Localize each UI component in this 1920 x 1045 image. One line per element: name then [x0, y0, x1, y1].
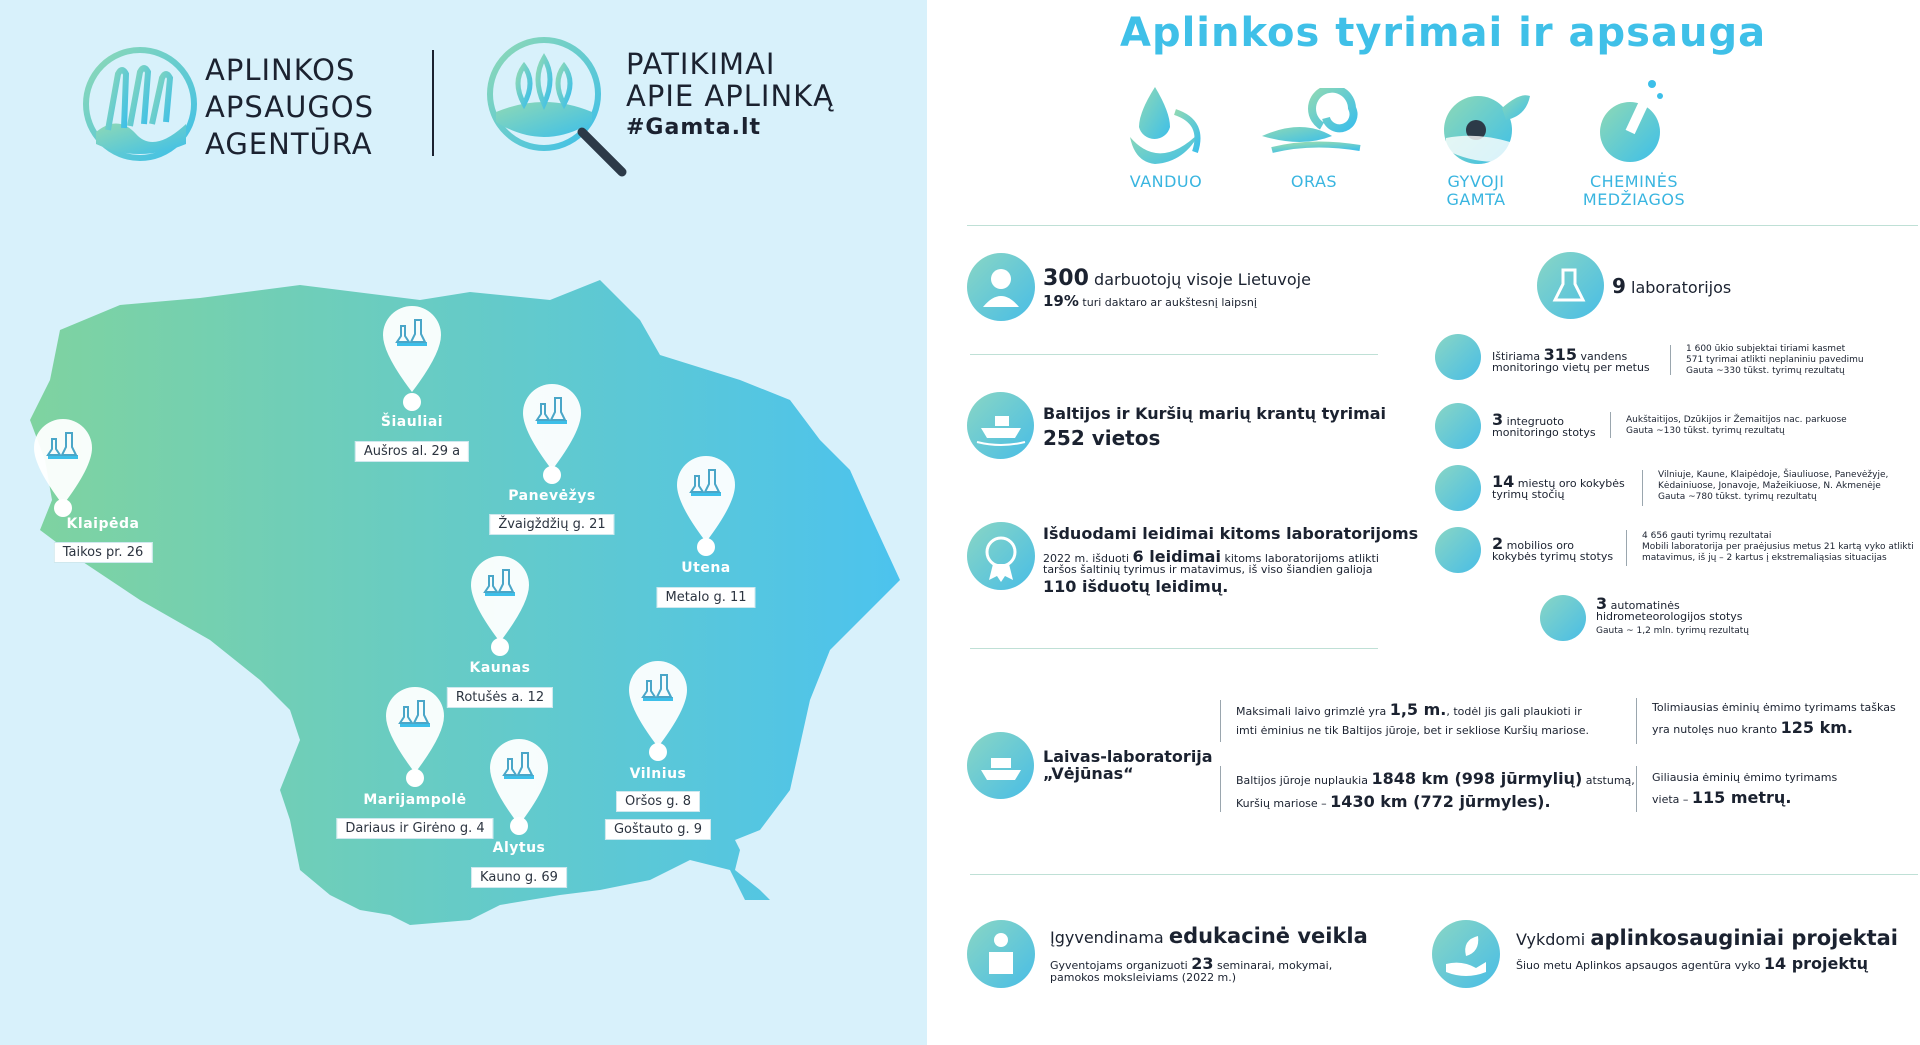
ship-title-line: „Vėjūnas“	[1043, 764, 1134, 783]
map-location-dot[interactable]	[491, 638, 509, 656]
staff-percent: 19%	[1043, 292, 1079, 310]
mobile-line2: kokybės tyrimų stotys	[1492, 550, 1614, 563]
divider	[1610, 412, 1611, 438]
agency-name-line: APLINKOS	[205, 53, 356, 87]
staff-text: darbuotojų visoje Lietuvoje	[1094, 270, 1311, 289]
projects-line	[1516, 954, 1868, 973]
air-detail: Gauta ~780 tūkst. tyrimų rezultatų	[1658, 492, 1817, 502]
category-label: ORAS	[1290, 172, 1338, 191]
mobile-text: mobilios oro	[1503, 539, 1574, 552]
projects-text: Šiuo metu Aplinkos apsaugos agentūra vyko	[1516, 959, 1764, 972]
staff-line	[1043, 266, 1311, 291]
chemistry-flask-icon	[1600, 76, 1672, 168]
map-pin-icon[interactable]	[673, 452, 739, 544]
city-address: Kauno g. 69	[471, 867, 567, 888]
projects-count: 14 projektų	[1763, 954, 1869, 973]
ship-text: Baltijos jūroje nuplaukia	[1236, 774, 1372, 787]
city-name: Utena	[681, 560, 731, 576]
ship-text: atstumą,	[1582, 774, 1635, 787]
divider	[970, 648, 1378, 649]
air-text: miestų oro kokybės	[1514, 477, 1625, 490]
water-drop-icon	[1125, 82, 1205, 167]
ship-text: Maksimali laivo grimzlė yra	[1236, 705, 1390, 718]
nature-sun-icon	[1440, 90, 1532, 166]
city-name: Marijampolė	[363, 792, 467, 808]
map-location-dot[interactable]	[54, 499, 72, 517]
permits-total: 110 išduotų leidimų.	[1043, 577, 1229, 596]
wind-swirl-icon	[1262, 88, 1367, 160]
water-detail: Gauta ~330 tūkst. tyrimų rezultatų	[1686, 366, 1845, 376]
ship-draft: 1,5 m.	[1389, 700, 1447, 719]
water-detail: 1 600 ūkio subjektai tiriami kasmet	[1686, 344, 1846, 354]
hashtag-link[interactable]: #Gamta.lt	[626, 115, 762, 140]
permits-title: Išduodami leidimai kitoms laboratorijoms	[1043, 524, 1419, 543]
divider	[970, 354, 1378, 355]
map-pin-icon[interactable]	[379, 302, 445, 394]
city-address: Aušros al. 29 a	[355, 441, 469, 462]
city-address: Metalo g. 11	[656, 587, 755, 608]
map-pin-icon[interactable]	[30, 415, 96, 507]
permits-text: 2022 m. išduoti	[1043, 552, 1133, 565]
city-address: Žvaigždžių g. 21	[489, 514, 614, 535]
mobile-details	[1642, 531, 1914, 564]
integrated-details	[1626, 415, 1847, 437]
mobile-detail: matavimus, iš jų – 2 kartus į ekstremaliąsias situacijas	[1642, 553, 1887, 563]
ship-fact-deepest	[1652, 768, 1837, 810]
category-label: VANDUO	[1129, 172, 1203, 191]
ship-text: Giliausia ėminių ėmimo tyrimams	[1652, 771, 1838, 784]
agency-name-line: AGENTŪRA	[205, 127, 373, 161]
auto-count: 3	[1596, 594, 1608, 613]
ship-text: Kuršių mariose –	[1236, 797, 1331, 810]
map-panel	[0, 0, 927, 1045]
integrated-text: integruoto	[1503, 415, 1564, 428]
edu-title	[1050, 924, 1368, 948]
ship-text: , todėl jis gali plaukioti ir	[1446, 705, 1582, 718]
ship-distance-sea: 1848 km (998 jūrmylių)	[1371, 769, 1583, 788]
hand-leaf-icon	[1432, 920, 1500, 988]
ship-distance-lagoon: 1430 km (772 jūrmyles).	[1330, 792, 1551, 811]
divider	[1670, 345, 1671, 375]
staff-count: 300	[1043, 266, 1089, 291]
ship-farthest: 125 km.	[1780, 718, 1853, 737]
city-name: Šiauliai	[380, 414, 444, 430]
divider	[1636, 766, 1637, 812]
integrated-count: 3	[1492, 410, 1504, 429]
certificate-icon	[967, 522, 1035, 590]
edu-line2: pamokos moksleiviams (2022 m.)	[1050, 971, 1237, 984]
person-icon	[967, 253, 1035, 321]
map-pin-icon[interactable]	[486, 735, 552, 827]
divider	[1220, 766, 1221, 812]
permits-text: kitoms laboratorijoms atlikti	[1220, 552, 1379, 565]
air-detail: Vilniuje, Kaune, Klaipėdoje, Šiauliuose, Panevėžyje,	[1658, 470, 1889, 480]
city-name: Alytus	[492, 840, 546, 856]
map-location-dot[interactable]	[510, 817, 528, 835]
coast-value: 252 vietos	[1043, 426, 1161, 450]
edu-text: seminarai, mokymai,	[1213, 959, 1333, 972]
ship-title	[1043, 748, 1213, 782]
category-label: GYVOJI GAMTA	[1446, 172, 1506, 209]
water-details	[1686, 344, 1864, 377]
projects-text: Vykdomi	[1516, 930, 1591, 949]
ship-text: Tolimiausias ėminių ėmimo tyrimams taškas	[1652, 701, 1896, 714]
map-location-dot[interactable]	[697, 538, 715, 556]
slogan-line: PATIKIMAI	[626, 47, 776, 81]
edu-text: Įgyvendinama	[1050, 928, 1169, 947]
edu-text: Gyventojams organizuoti	[1050, 959, 1192, 972]
magnifier-icon	[1435, 403, 1481, 449]
map-pin-icon[interactable]	[467, 552, 533, 644]
slogan-line: APIE APLINKĄ	[626, 79, 835, 113]
ship-fact-farthest	[1652, 698, 1896, 740]
auto-detail: Gauta ~ 1,2 mln. tyrimų rezultatų	[1596, 626, 1749, 636]
city-address: Goštauto g. 9	[605, 819, 711, 840]
water-detail: 571 tyrimai atlikti neplaniniu pavedimu	[1686, 355, 1864, 365]
water-icon	[1435, 334, 1481, 380]
mobile-count: 2	[1492, 534, 1504, 553]
water-line2: monitoringo vietų per metus	[1492, 361, 1650, 374]
integrated-detail: Aukštaitijos, Dzūkijos ir Žemaitijos nac. parkuose	[1626, 415, 1847, 425]
map-location-dot[interactable]	[406, 769, 424, 787]
air-icon	[1435, 465, 1481, 511]
labs-text: laboratorijos	[1631, 278, 1732, 297]
mobile-detail: Mobili laboratorija per praėjusius metus 21 kartą vyko atlikti	[1642, 542, 1914, 552]
ship-lab-icon	[967, 732, 1034, 799]
water-count: 315	[1543, 345, 1578, 364]
agency-name-line: APSAUGOS	[205, 90, 375, 124]
permits-line2: taršos šaltinių tyrimus ir matavimus, iš viso šiandien galioja	[1043, 563, 1373, 576]
air-detail: Kėdainiuose, Jonavoje, Mažeikiuose, N. Akmenėje	[1658, 481, 1881, 491]
divider	[970, 874, 1918, 875]
city-address: Dariaus ir Girėno g. 4	[336, 818, 493, 839]
city-address: Taikos pr. 26	[54, 542, 153, 563]
divider	[1636, 698, 1637, 744]
ship-fact-draft	[1236, 700, 1589, 740]
truck-icon	[1435, 527, 1481, 573]
map-pin-icon[interactable]	[625, 657, 691, 749]
edu-count: 23	[1191, 954, 1214, 973]
auto-text: automatinės	[1607, 599, 1680, 612]
city-name: Klaipėda	[66, 516, 140, 532]
coast-title: Baltijos ir Kuršių marių krantų tyrimai	[1043, 404, 1387, 423]
staff-degree-line	[1043, 292, 1257, 310]
map-location-dot[interactable]	[649, 743, 667, 761]
edu-highlight: edukacinė veikla	[1168, 924, 1368, 948]
divider	[1642, 470, 1643, 506]
info-panel	[927, 0, 1920, 1045]
air-count: 14	[1492, 472, 1515, 491]
water-text: Ištiriama	[1492, 350, 1544, 363]
map-pin-icon[interactable]	[382, 683, 448, 775]
category-label: CHEMINĖS MEDŽIAGOS	[1582, 172, 1686, 209]
divider	[1220, 700, 1221, 742]
water-text: vandens	[1577, 350, 1628, 363]
mobile-detail: 4 656 gauti tyrimų rezultatai	[1642, 531, 1772, 541]
city-name: Kaunas	[469, 660, 531, 676]
ship-icon	[967, 392, 1034, 459]
projects-title	[1516, 926, 1898, 950]
divider	[967, 225, 1918, 226]
lab-flask-icon	[1537, 252, 1604, 319]
ship-fact-distance	[1236, 768, 1635, 814]
air-line2: tyrimų stočių	[1492, 488, 1565, 501]
ship-text: imti ėminius ne tik Baltijos jūroje, bet ir sekliose Kuršių mariose.	[1236, 724, 1589, 737]
air-details	[1658, 470, 1888, 503]
map-pin-icon[interactable]	[519, 380, 585, 472]
page-title: Aplinkos tyrimai ir apsauga	[1120, 10, 1767, 56]
ship-deepest: 115 metrų.	[1691, 788, 1792, 807]
city-name: Vilnius	[629, 766, 687, 782]
projects-highlight: aplinkosauginiai projektai	[1590, 926, 1899, 950]
labs-count: 9	[1612, 274, 1626, 298]
map-location-dot[interactable]	[403, 393, 421, 411]
map-location-dot[interactable]	[543, 466, 561, 484]
ship-title-line: Laivas-laboratorija	[1043, 747, 1213, 766]
labs-line	[1612, 274, 1731, 298]
staff-percent-text: turi daktaro ar aukštesnį laipsnį	[1082, 296, 1257, 309]
city-address: Rotušės a. 12	[447, 687, 553, 708]
integrated-line2: monitoringo stotys	[1492, 426, 1596, 439]
permits-count: 6 leidimai	[1132, 547, 1221, 566]
ship-text: yra nutolęs nuo kranto	[1652, 723, 1781, 736]
city-address: Oršos g. 8	[616, 791, 700, 812]
station-icon	[1540, 595, 1586, 641]
integrated-detail: Gauta ~130 tūkst. tyrimų rezultatų	[1626, 426, 1785, 436]
lecturer-icon	[967, 920, 1035, 988]
ship-text: vieta –	[1652, 793, 1692, 806]
auto-line2: hidrometeorologijos stotys	[1596, 610, 1743, 623]
divider	[1626, 530, 1627, 566]
city-name: Panevėžys	[508, 488, 596, 504]
